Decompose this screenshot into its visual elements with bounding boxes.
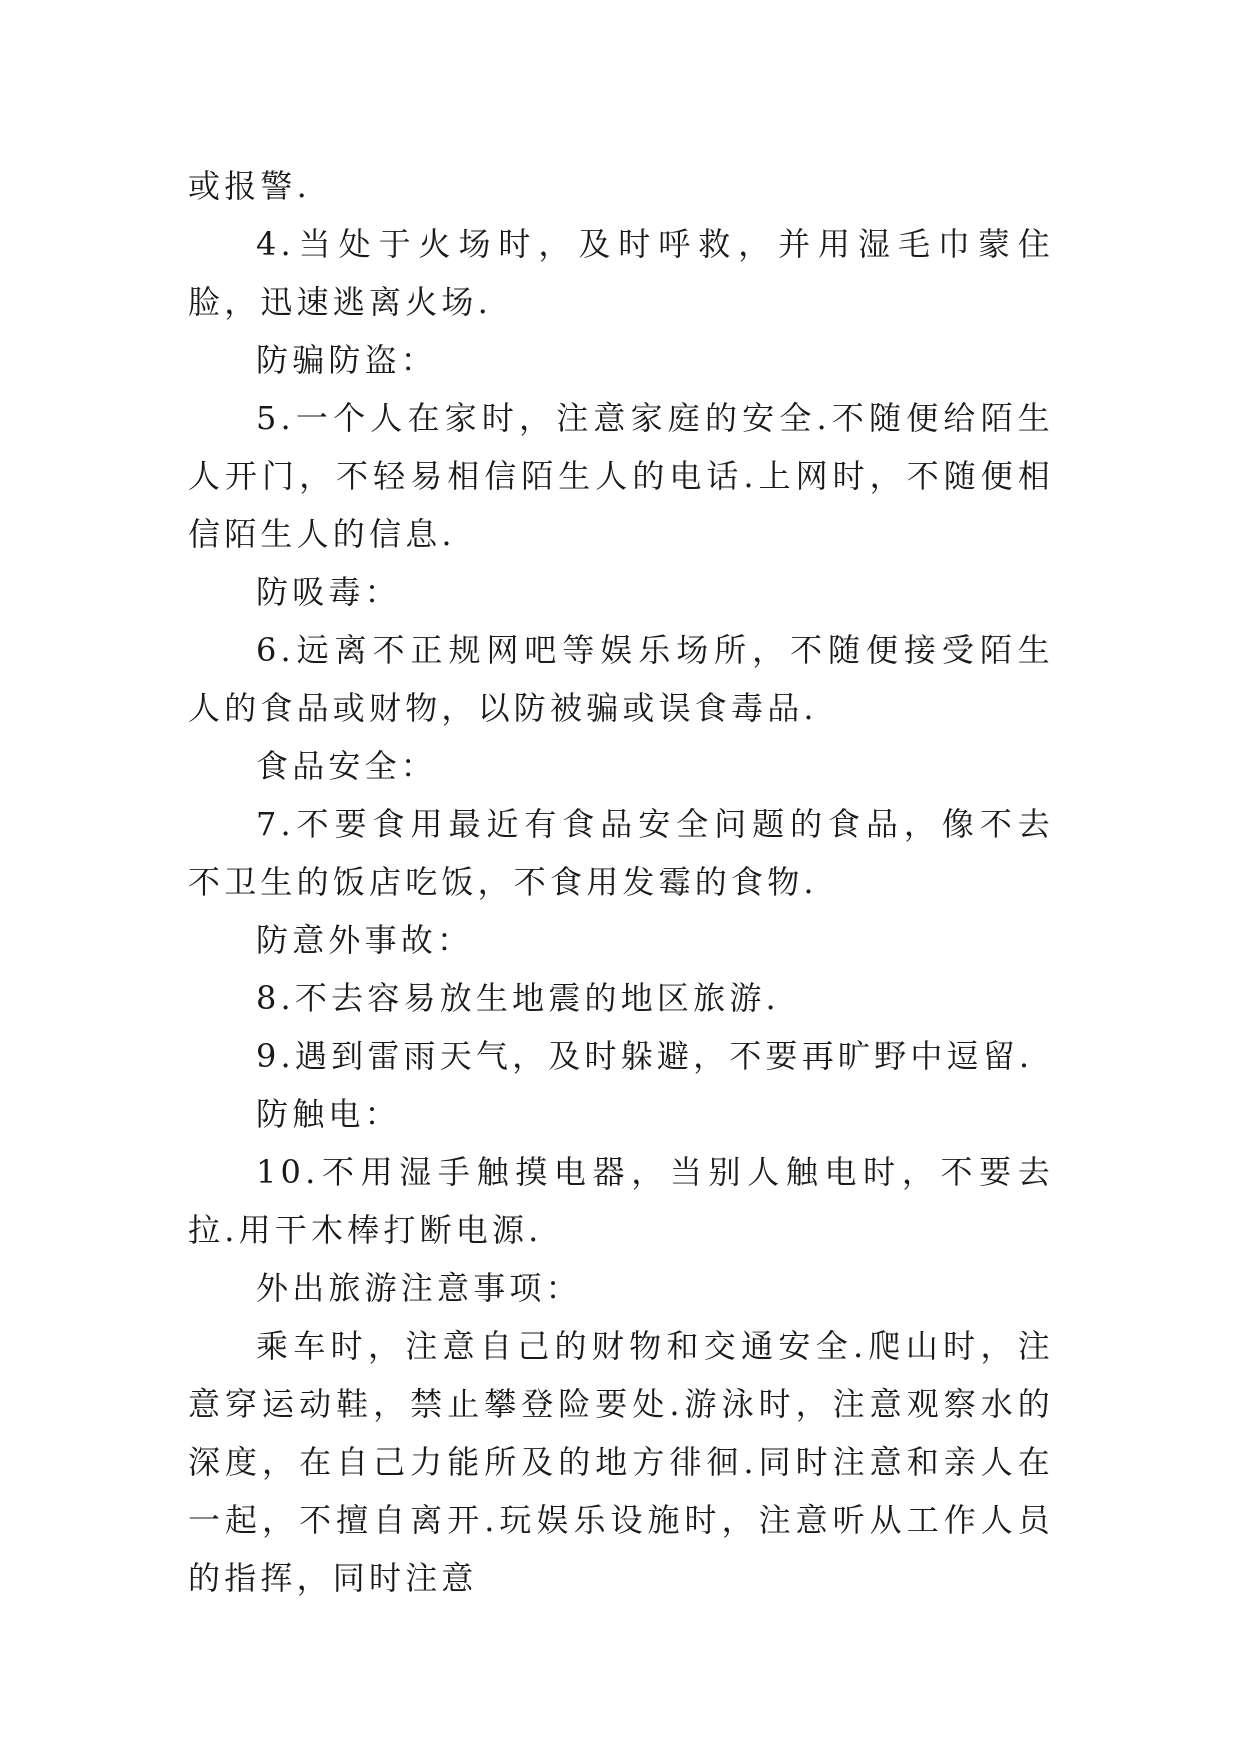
paragraph-item-7-food: 7.不要食用最近有食品安全问题的食品，像不去不卫生的饭店吃饭，不食用发霉的食物. (188, 805, 1054, 901)
section-heading-travel-notes: 外出旅游注意事项： (256, 1269, 582, 1307)
section-heading-anti-fraud-theft: 防骗防盗： (256, 341, 438, 379)
section-heading-electric-shock: 防触电： (256, 1095, 401, 1133)
paragraph-continuation: 或报警. (188, 167, 311, 205)
paragraph-item-10-electricity: 10.不用湿手触摸电器，当别人触电时，不要去拉.用干木棒打断电源. (188, 1153, 1054, 1249)
paragraph-item-4-fire: 4.当处于火场时，及时呼救，并用湿毛巾蒙住脸，迅速逃离火场. (188, 225, 1054, 321)
section-heading-accident-prevention: 防意外事故： (256, 921, 474, 959)
paragraph-item-8-earthquake: 8.不去容易放生地震的地区旅游. (256, 979, 780, 1017)
paragraph-travel-safety: 乘车时，注意自己的财物和交通安全.爬山时，注意穿运动鞋，禁止攀登险要处.游泳时，注意观察水的深度，在自己力能所及的地方徘徊.同时注意和亲人在一起，不擅自离开.玩娱乐设施时，注意听从工作人员的指挥，同时注意 (188, 1327, 1054, 1597)
paragraph-item-5-home-safety: 5.一个人在家时，注意家庭的安全.不随便给陌生人开门，不轻易相信陌生人的电话.上网时，不随便相信陌生人的信息. (188, 399, 1054, 553)
document-body (188, 157, 1054, 1607)
paragraph-item-9-thunderstorm: 9.遇到雷雨天气，及时躲避，不要再旷野中逗留. (256, 1037, 1034, 1075)
section-heading-anti-drug: 防吸毒： (256, 573, 401, 611)
section-heading-food-safety: 食品安全： (256, 747, 438, 785)
paragraph-item-6-drugs: 6.远离不正规网吧等娱乐场所，不随便接受陌生人的食品或财物，以防被骗或误食毒品. (188, 631, 1054, 727)
